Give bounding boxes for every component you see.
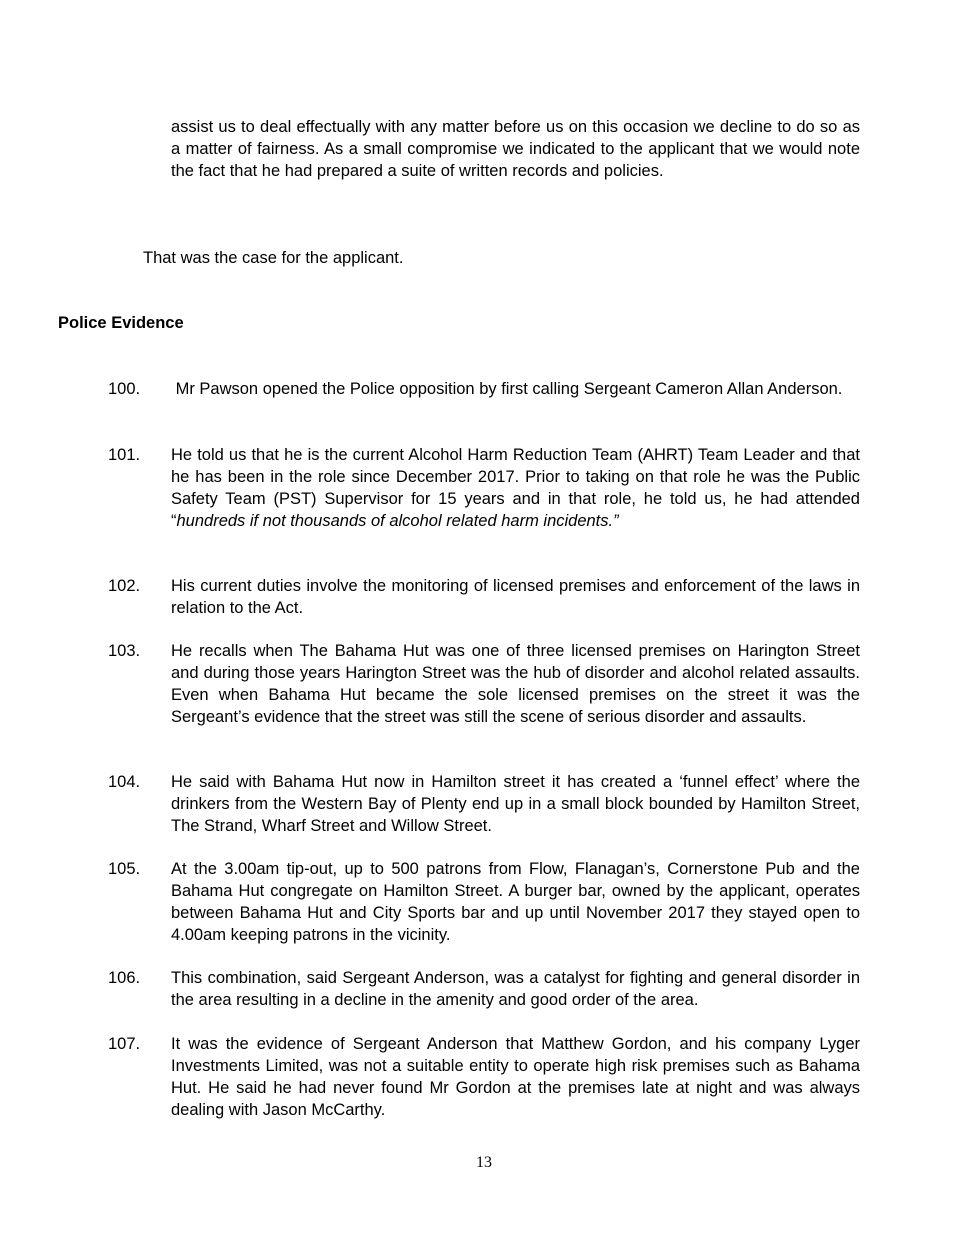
paragraph-text: Mr Pawson opened the Police opposition by first calling Sergeant Cameron Allan Anderson. <box>171 380 843 398</box>
paragraph-text-main: He told us that he is the current Alcohol Harm Reduction Team (AHRT) Team Leader and that he has been in the role since December 2017. Prior to taking on that role he was the Public Safety Team (PST) Supervisor for 15 years and in that role, he told us, he had attended “ <box>171 446 860 530</box>
paragraph-text: He recalls when The Bahama Hut was one of three licensed premises on Harington Street and during those years Harington Street was the hub of disorder and alcohol related assaults. Even when Bahama Hut became the sole licensed premises on the street it was the Sergeant’s evidence that the street was still the scene of serious disorder and assaults. <box>171 642 860 726</box>
paragraph-text: At the 3.00am tip-out, up to 500 patrons from Flow, Flanagan’s, Cornerstone Pub and the Bahama Hut congregate on Hamilton Street. A burger bar, owned by the applicant, operates between Bahama Hut and City Sports bar and up until November 2017 they stayed open to 4.00am keeping patrons in the vicinity. <box>171 860 860 944</box>
numbered-paragraph-106 <box>108 967 860 1011</box>
paragraph-number: 106. <box>108 969 141 987</box>
paragraph-text: This combination, said Sergeant Anderson, was a catalyst for fighting and general disorder in the area resulting in a decline in the amenity and good order of the area. <box>171 969 860 1009</box>
paragraph-text: He said with Bahama Hut now in Hamilton street it has created a ‘funnel effect’ where the drinkers from the Western Bay of Plenty end up in a small block bounded by Hamilton Street, The Strand, Wharf Street and Willow Street. <box>171 773 860 835</box>
paragraph-number: 105. <box>108 860 141 878</box>
numbered-paragraph-107 <box>108 1033 860 1121</box>
paragraph-number: 102. <box>108 577 141 595</box>
paragraph-quote: hundreds if not thousands of alcohol related harm incidents.” <box>176 512 619 530</box>
paragraph-number: 103. <box>108 642 141 660</box>
numbered-paragraph-101 <box>108 444 860 532</box>
numbered-paragraph-102 <box>108 575 860 619</box>
numbered-paragraph-103 <box>108 640 860 728</box>
paragraph-number: 107. <box>108 1035 141 1053</box>
page-number: 13 <box>476 1154 492 1171</box>
paragraph-text: It was the evidence of Sergeant Anderson that Matthew Gordon, and his company Lyger Investments Limited, was not a suitable entity to operate high risk premises such as Bahama Hut. He said he had never found Mr Gordon at the premises late at night and was always dealing with Jason McCarthy. <box>171 1035 860 1119</box>
paragraph-number: 101. <box>108 446 141 464</box>
case-conclusion-line: That was the case for the applicant. <box>143 249 404 267</box>
numbered-paragraph-105 <box>108 858 860 946</box>
paragraph-number: 100. <box>108 380 141 398</box>
paragraph-text: His current duties involve the monitoring of licensed premises and enforcement of the laws in relation to the Act. <box>171 577 860 617</box>
paragraph-text <box>171 444 860 532</box>
numbered-paragraph-104 <box>108 771 860 837</box>
numbered-paragraph-100 <box>108 378 860 400</box>
continuation-paragraph: assist us to deal effectually with any matter before us on this occasion we decline to do so as a matter of fairness. As a small compromise we indicated to the applicant that we would note the fact that he had prepared a suite of written records and policies. <box>171 118 860 180</box>
paragraph-number: 104. <box>108 773 141 791</box>
section-heading: Police Evidence <box>58 314 184 332</box>
